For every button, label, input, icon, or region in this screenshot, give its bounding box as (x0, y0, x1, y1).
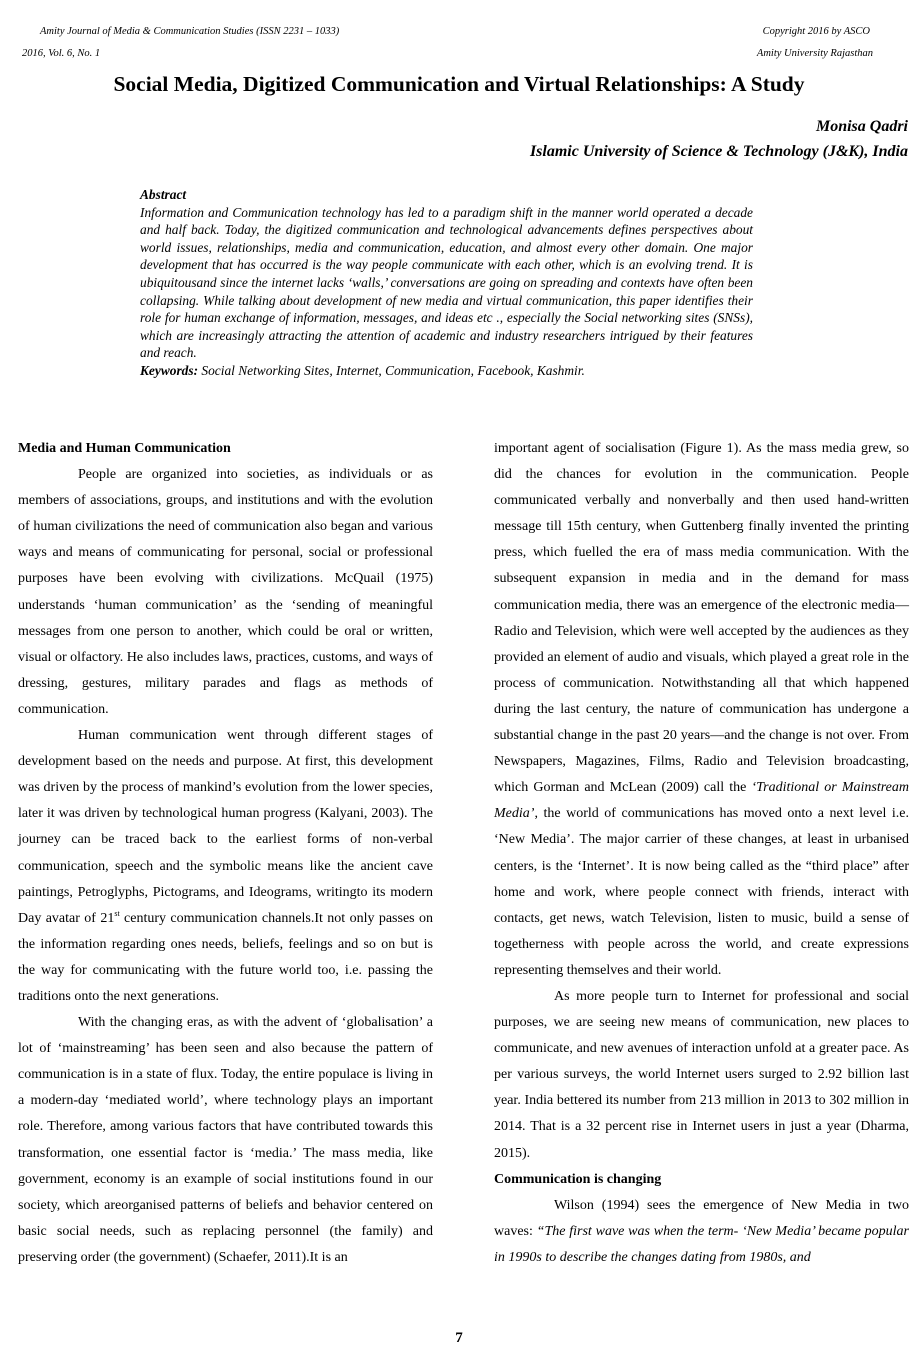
journal-volume: 2016, Vol. 6, No. 1 (22, 48, 101, 59)
paper-title: Social Media, Digitized Communication and Virtual Relationships: A Study (113, 72, 805, 96)
publisher-university: Amity University Rajasthan (756, 48, 873, 59)
section-heading-communication-changing: Communication is changing (494, 1171, 662, 1187)
paragraph (494, 436, 909, 984)
paragraph: As more people turn to Internet for professional and social purposes, we are seeing new means of communication, new places to communicate, and new avenues of interaction unfold at a greater pace. As per various surveys, the world Internet users surged to 2.92 billion last year. India bettered its number from 213 million in 2013 to 302 million in 2014. That is a 32 percent rise in Internet users in just a year (Dharma, 2015). (494, 988, 909, 1161)
paragraph (494, 1193, 909, 1271)
paragraph: People are organized into societies, as individuals or as members of associations, groups, and institutions and with the evolution of human civilizations the need of communication also began and various ways and means of communicating for personal, social or professional purposes have been evolving with civilizations. McQuail (1975) understands ‘human communication’ as the ‘sending of meaningful messages from one person to another, which could be oral or written, visual or olfactory. He also includes laws, practices, customs, and ways of dressing, gestures, military parades and flags as methods of communication. (18, 467, 433, 717)
paragraph-text: Wilson (1994) sees the emergence of New Media in two waves: (494, 1197, 909, 1239)
abstract-block (140, 186, 753, 380)
author-name: Monisa Qadri (815, 118, 908, 135)
copyright-notice: Copyright 2016 by ASCO (762, 26, 870, 37)
left-column (18, 436, 433, 1271)
section-heading-media-human-communication: Media and Human Communication (18, 441, 231, 456)
right-column (494, 436, 909, 1271)
superscript: st (114, 908, 120, 918)
quote-text: “The first wave was when the term- ‘New Media’ became popular in 1990s to describe the changes dating from 1980s, and (494, 1223, 909, 1265)
keywords-text: Social Networking Sites, Internet, Communication, Facebook, Kashmir. (201, 362, 585, 378)
paragraph-text: , the world of communications has moved onto a next level i.e. ‘New Media’. The major carrier of these changes, at least in urbanised centers, is the ‘Internet’. It is now being called as the “third place” after home and work, where people connect with friends, interact with contacts, get news, watch Television, listen to music, build a sense of togetherness with people across the world, and create expressions representing themselves and their world. (494, 806, 909, 978)
keywords-line (140, 362, 753, 380)
abstract-heading: Abstract (140, 187, 187, 202)
paragraph-text: century communication channels.It not only passes on the information regarding ones needs, beliefs, feelings and so on but is the way for communicating with the future world too, i.e. passing the traditions onto the next generations. (18, 910, 433, 1004)
paragraph: With the changing eras, as with the advent of ‘globalisation’ a lot of ‘mainstreaming’ has been seen and also because the pattern of communication is in a state of flux. Today, the entire populace is living in a modern-day ‘mediated world’, where technology plays an important role. Therefore, among various factors that have contributed towards this transformation, one essential factor is ‘media.’ The mass media, like government, economy is an example of social institutions found in our society, which areorganised patterns of beliefs and behavior centered on basic social needs, such as replacing personnel (the family) and preserving order (the government) (Schaefer, 2011).It is an (18, 1015, 433, 1265)
paragraph-text: Human communication went through different stages of development based on the needs and purpose. At first, this development was driven by the process of mankind’s evolution from the lower species, later it was driven by technological human progress (Kalyani, 2003). The journey can be traced back to the earliest forms of non-verbal communication, speech and the symbolic means like the ancient cave paintings, Petroglyphs, Pictograms, and Ideograms, writingto its modern Day avatar of 21 (18, 728, 433, 926)
emphasis-text: ‘Traditional or Mainstream Media’ (494, 780, 909, 822)
paragraph (18, 723, 433, 1010)
journal-title: Amity Journal of Media & Communication Studies (ISSN 2231 – 1033) (40, 26, 340, 37)
page-number: 7 (455, 1330, 463, 1346)
paragraph-text: important agent of socialisation (Figure 1). As the mass media grew, so did the chances for evolution in the communication. People communicated verbally and nonverbally and then used hand-written message till 15th century, when Guttenberg finally invented the printing press, which fuelled the era of mass media communication. With the subsequent expansion in media and in the demand for mass communication media, there was an emergence of the electronic media—Radio and Television, which were well accepted by the audiences as they provided an element of audio and visuals, which played a great role in the process of communication. Notwithstanding all that which happened during the last century, the nature of communication has undergone a substantial change in the past 20 years—and the change is not over. From Newspapers, Magazines, Films, Radio and Television broadcasting, which Gorman and McLean (2009) call the (494, 441, 909, 796)
abstract-text: Information and Communication technology has led to a paradigm shift in the manner world operated a decade and half back. Today, the digitized communication and technological advancements defines perspectives about world issues, relationships, media and communication, education, and almost every other domain. One major development that has occurred is the way people communicate with each other, which is an evolving trend. It is ubiquitousand since the internet lacks ‘walls,’ conversations are going on spreading and contexts have often been collapsing. While talking about development of new media and virtual communication, this paper identifies their role for human exchange of information, messages, and ideas etc ., especially the Social networking sites (SNSs), which are increasingly attracting the attention of academic and industry researchers intrigued by their features and reach. (140, 204, 753, 361)
author-affiliation: Islamic University of Science & Technology (J&K), India (529, 143, 908, 160)
keywords-label: Keywords: (140, 362, 199, 378)
